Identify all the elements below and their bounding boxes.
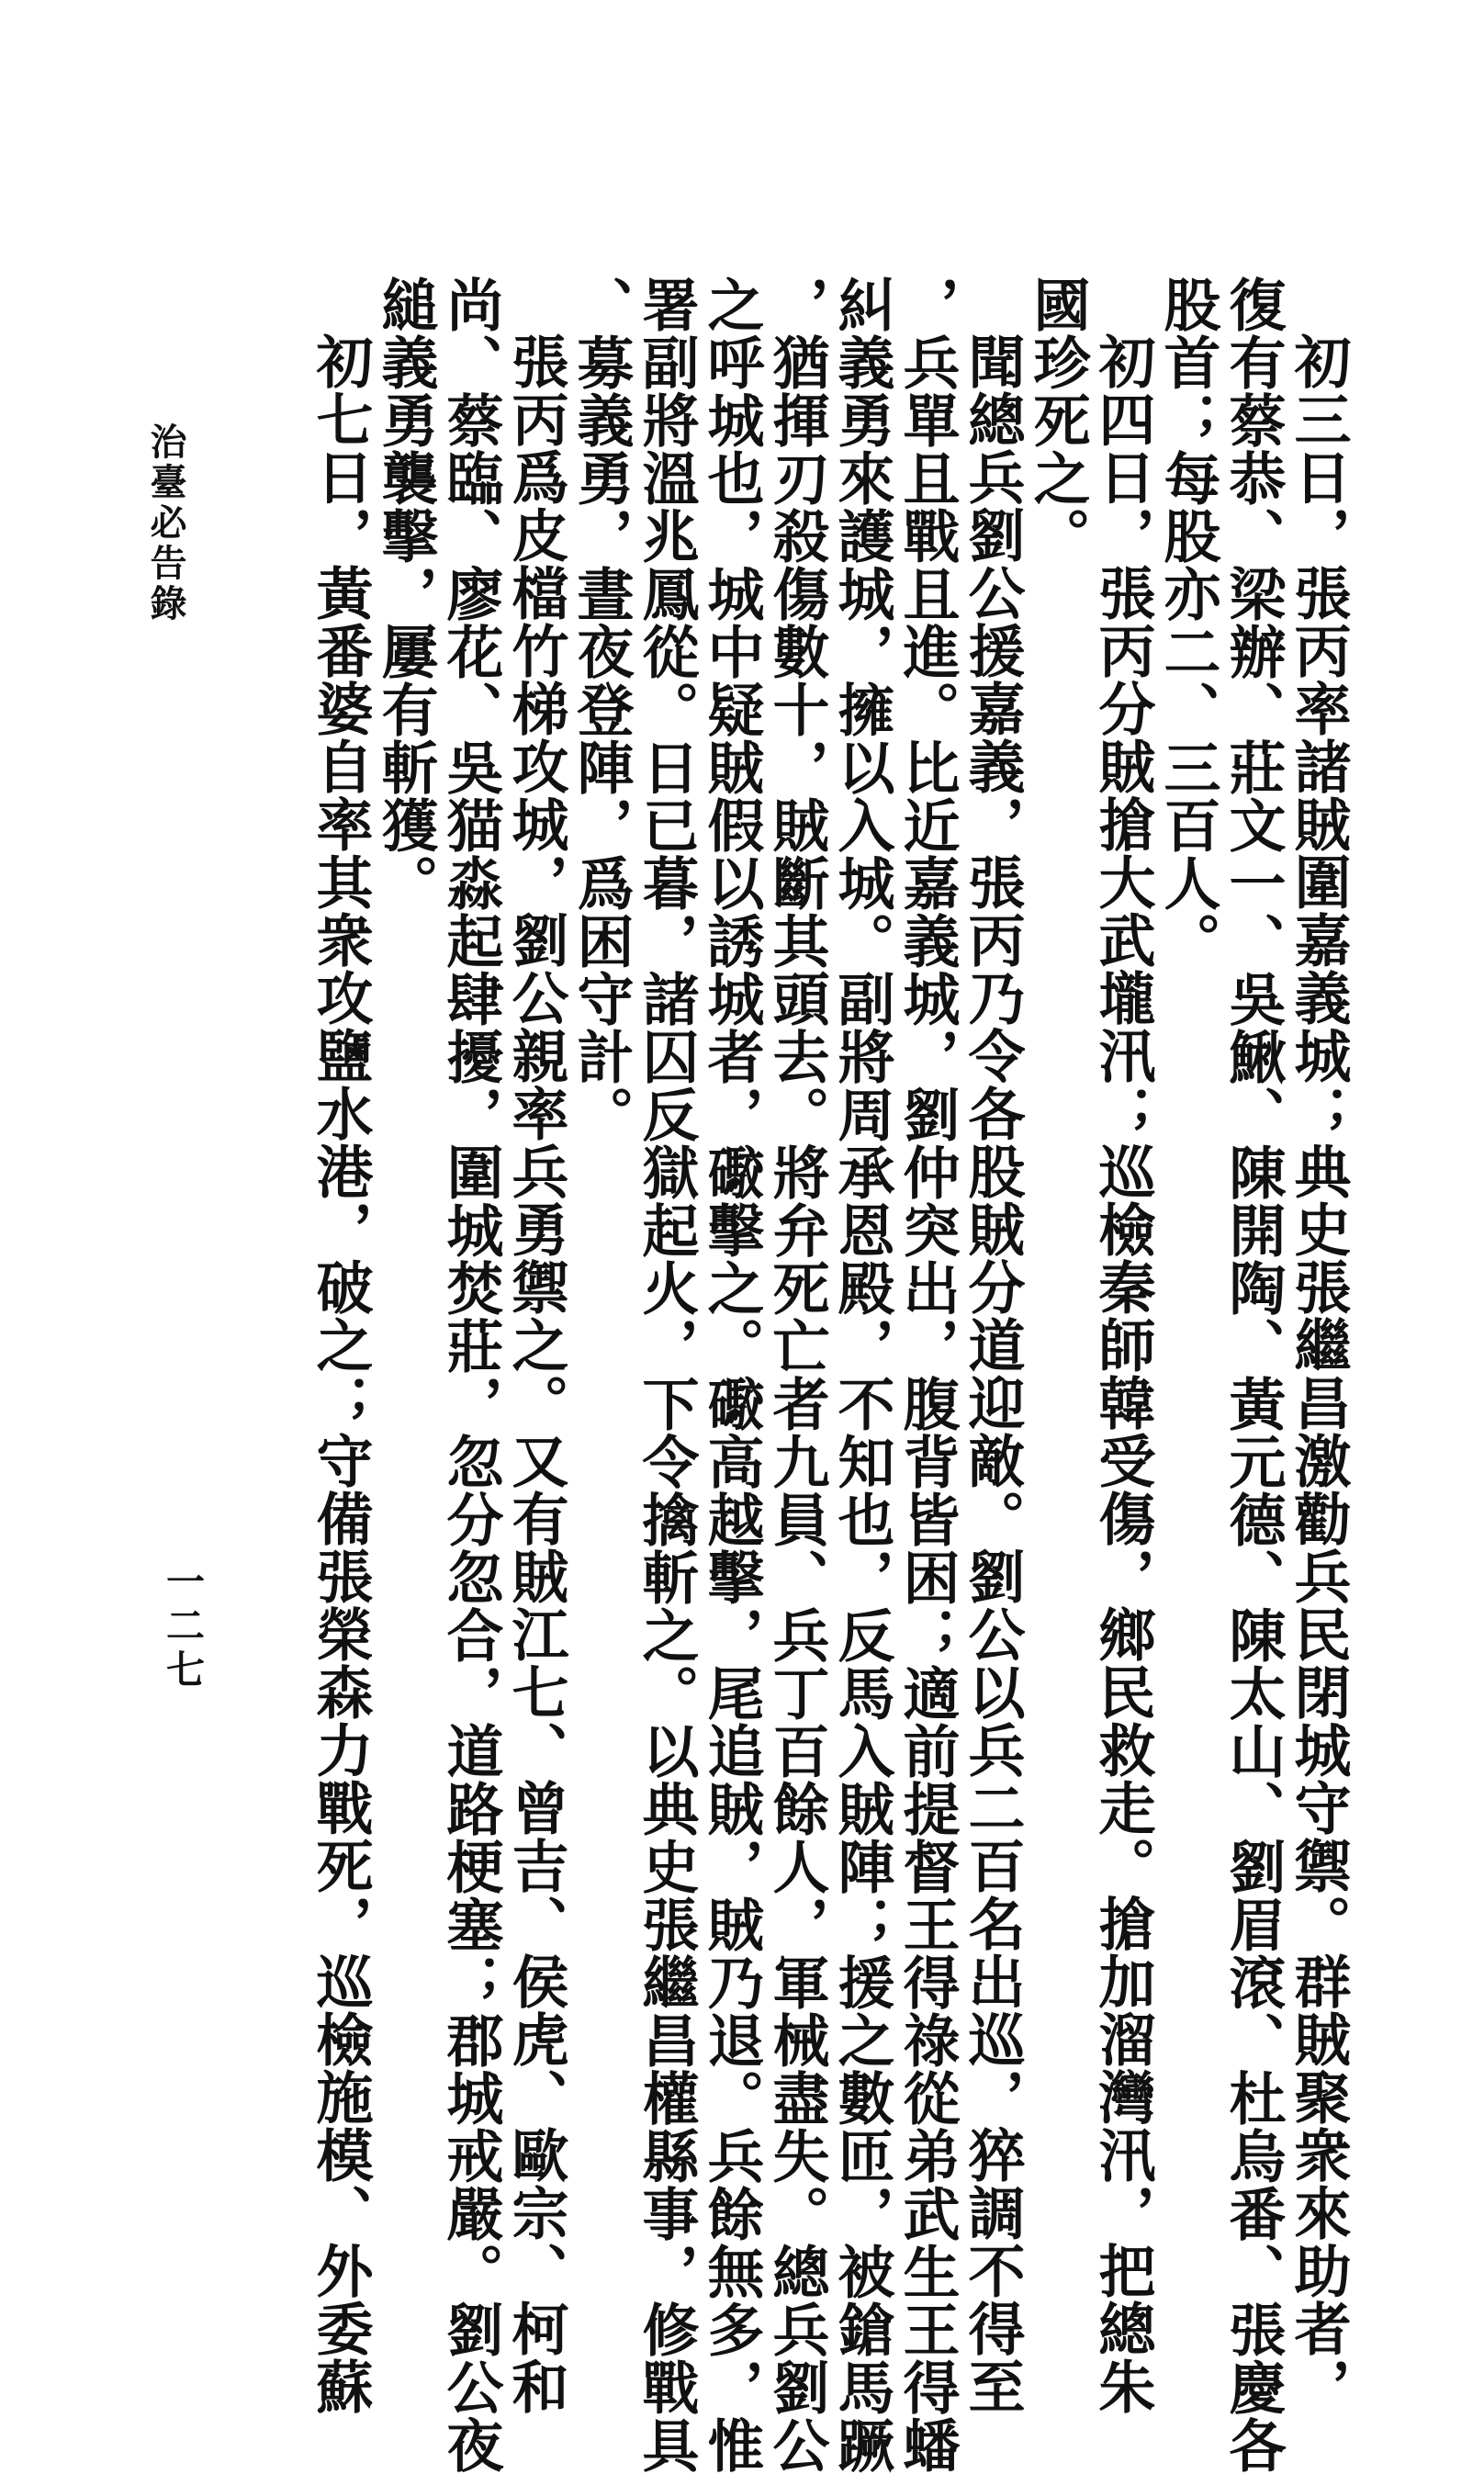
main-text-block: [226, 276, 1352, 2474]
text-column: 縋義勇襲擊，屢有斬獲。: [372, 276, 439, 912]
text-column: 初七日，黃番婆自率其衆攻鹽水港，破之；守備張榮森力戰死，巡檢施模、外委蘇: [307, 332, 374, 2415]
text-column: 初三日，張丙率諸賊圍嘉義城；典史張繼昌激勸兵民閉城守禦。群賊聚衆來助者，: [1285, 332, 1352, 2415]
text-column: 聞總兵劉公援嘉義，張丙乃令各股賊分道迎敵。劉公以兵二百名出巡，猝調不得至: [959, 332, 1026, 2415]
text-column: 復有蔡恭、梁辦、莊文一、吳鰍、陳開陶、黃元德、陳太山、劉眉滾、杜烏番、張慶各: [1220, 276, 1287, 2474]
text-column: ，猶揮刃殺傷數十，賊斷其頭去。將弁死亡者九員、兵丁百餘人，軍械盡失。總兵劉公: [763, 276, 830, 2474]
text-column: 初四日，張丙分賊搶大武壠汛；巡檢秦師韓受傷，鄉民救走。搶加溜灣汛，把總朱: [1089, 332, 1156, 2415]
text-column: 國珍死之。: [1024, 276, 1091, 565]
page-number: 一二七: [161, 1561, 206, 1693]
text-column: 張丙爲皮檔竹梯攻城，劉公親率兵勇禦之。又有賊江七、曾吉、侯虎、歐宗、柯和: [502, 332, 569, 2415]
text-column: 糾義勇來護城，擁以入城。副將周承恩殿，不知也，反馬入賊陣；援之數匝，被鎗馬蹶: [828, 276, 895, 2474]
text-column: 股首；每股亦二、三百人。: [1154, 276, 1221, 970]
text-column: 署副將溫兆鳳從。日已暮，諸囚反獄起火，下令擒斬之。以典史張繼昌權縣事，修戰具: [633, 276, 700, 2474]
text-column: 之呼城也，城中疑賊假以誘城者，礮擊之。礮高越擊，尾追賊，賊乃退。兵餘無多，惟: [698, 276, 765, 2474]
text-column: 、募義勇，晝夜登陣，爲困守計。: [568, 276, 635, 1143]
book-title: 治臺必告錄: [144, 422, 187, 624]
text-column: ，兵單且戰且進。比近嘉義城，劉仲突出，腹背皆困；適前提督王得祿從弟武生王得蟠: [894, 276, 961, 2474]
text-column: 尚、蔡臨、廖花、吳猫淼起肆擾，圍城焚莊，忽分忽合，道路梗塞；郡城戒嚴。劉公夜: [437, 276, 504, 2474]
